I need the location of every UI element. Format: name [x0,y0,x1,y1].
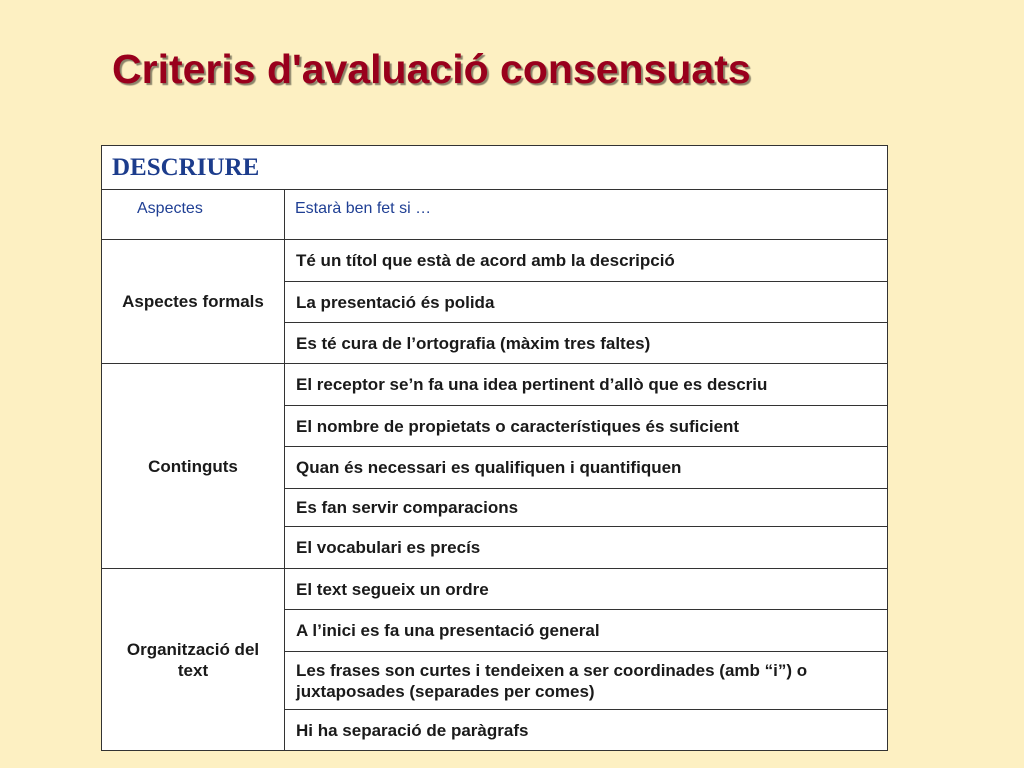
criterion-cell: El vocabulari es precís [285,527,888,569]
criterion-cell: Té un títol que està de acord amb la descripció [285,240,888,282]
page-title: Criteris d'avaluació consensuats [112,46,751,92]
section-header-row [102,146,888,190]
criteria-table [101,145,888,751]
aspect-cell: Continguts [102,364,285,569]
column-header-row [102,190,888,240]
criterion-cell: El nombre de propietats o característiques és suficient [285,406,888,447]
criterion-cell: Les frases son curtes i tendeixen a ser coordinades (amb “i”) o juxtaposades (separades per comes) [285,652,888,710]
criterion-cell: Es té cura de l’ortografia (màxim tres faltes) [285,323,888,364]
column-header-criterion: Estarà ben fet si … [285,190,888,240]
criterion-cell: Hi ha separació de paràgrafs [285,710,888,751]
aspect-cell: Organització del text [102,569,285,751]
section-title: DESCRIURE [102,146,888,190]
criterion-cell: A l’inici es fa una presentació general [285,610,888,652]
criterion-cell: Es fan servir comparacions [285,489,888,527]
table-row [102,364,888,406]
criterion-cell: El receptor se’n fa una idea pertinent d’allò que es descriu [285,364,888,406]
column-header-aspect: Aspectes [102,190,285,240]
aspect-cell: Aspectes formals [102,240,285,364]
criterion-cell: El text segueix un ordre [285,569,888,610]
table-row [102,569,888,610]
criterion-cell: La presentació és polida [285,282,888,323]
table-row [102,240,888,282]
criterion-cell: Quan és necessari es qualifiquen i quantifiquen [285,447,888,489]
